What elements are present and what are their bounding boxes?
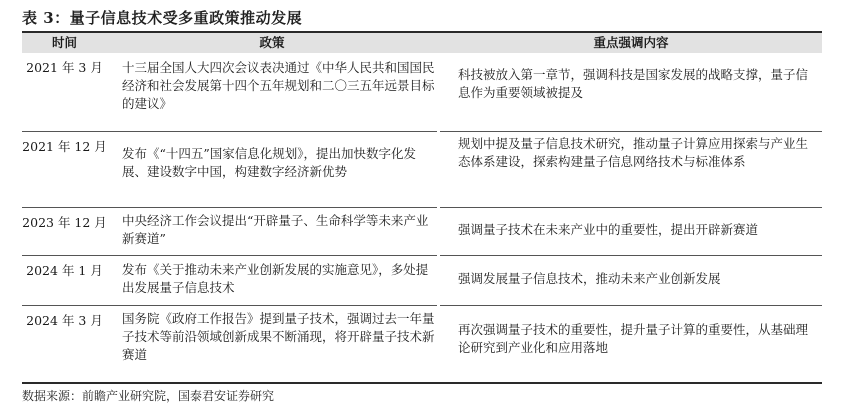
row-focus: 科技被放入第一章节，强调科技是国家发展的战略支撑，量子信息作为重要领域被提及	[458, 67, 809, 100]
table-row	[22, 53, 822, 132]
row-time: 2024 年 1 月	[26, 263, 103, 278]
header-policy: 政策	[259, 35, 285, 50]
row-focus: 强调量子技术在未来产业中的重要性，提出开辟新赛道	[458, 222, 759, 237]
header-focus: 重点强调内容	[593, 35, 669, 50]
row-policy: 中央经济工作会议提出“开辟量子、生命科学等未来产业新赛道”	[122, 213, 429, 246]
table-title: 表 3：量子信息技术受多重政策推动发展	[22, 9, 303, 27]
source-note: 数据来源：前瞻产业研究院，国泰君安证券研究	[22, 389, 275, 403]
row-time: 2024 年 3 月	[26, 313, 103, 328]
row-policy: 十三届全国人大四次会议表决通过《中华人民共和国国民经济和社会发展第十四个五年规划和二〇三五年远景目标的建议》	[122, 60, 435, 111]
row-policy: 国务院《政府工作报告》提到量子技术，强调过去一年量子技术等前沿领域创新成果不断涌现，将开辟量子技术新赛道	[122, 311, 435, 362]
row-focus: 规划中提及量子信息技术研究，推动量子计算应用探索与产业生态体系建设，探索构建量子信息网络技术与标准体系	[458, 136, 809, 169]
row-time: 2021 年 3 月	[26, 60, 103, 75]
row-focus: 再次强调量子技术的重要性，提升量子计算的重要性，从基础理论研究到产业化和应用落地	[458, 322, 809, 355]
row-policy: 发布《关于推动未来产业创新发展的实施意见》，多处提出发展量子信息技术	[122, 262, 429, 295]
table-row	[22, 208, 822, 256]
row-time: 2023 年 12 月	[22, 215, 107, 230]
bottom-rule	[22, 382, 822, 384]
header-time: 时间	[51, 35, 77, 50]
row-time: 2021 年 12 月	[22, 139, 107, 154]
table-row	[22, 306, 822, 382]
table-row	[22, 256, 822, 306]
row-focus: 强调发展量子信息技术，推动未来产业创新发展	[458, 271, 721, 286]
table-row	[22, 132, 822, 208]
row-policy: 发布《“十四五”国家信息化规划》，提出加快数字化发展、建设数字中国，构建数字经济新优势	[122, 146, 417, 179]
table-header	[22, 33, 822, 53]
